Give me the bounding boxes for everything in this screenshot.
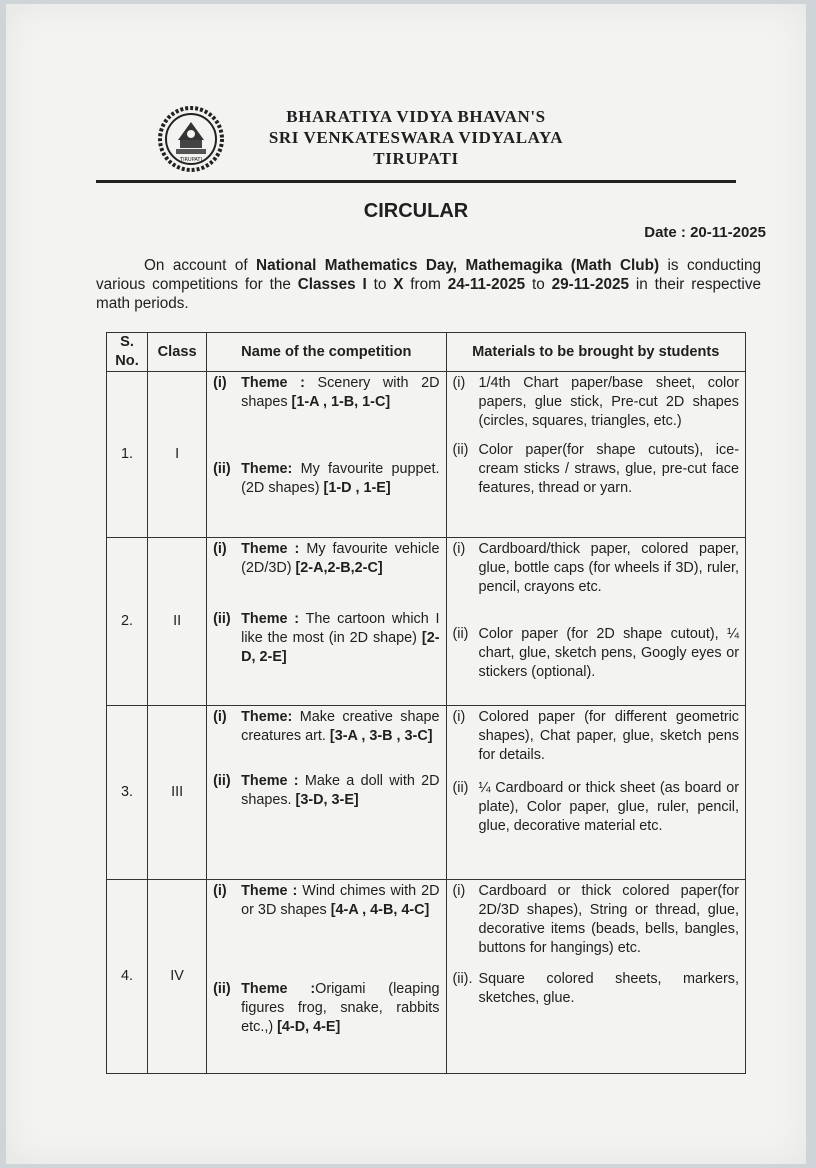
item-number: (i) xyxy=(452,375,466,391)
section-groups: [1-A , 1-B, 1-C] xyxy=(291,394,391,410)
cell-class: I xyxy=(148,372,207,538)
intro-paragraph: On account of National Mathematics Day, Mathemagika (Math Club) is conducting various competitions for the Classes I to X from 24-11-2025 to 29-11-2025 in their respective math periods. xyxy=(96,257,761,312)
section-groups: [2- D, 2-E] xyxy=(241,630,440,665)
header-divider xyxy=(96,180,736,183)
item-number: (ii) xyxy=(452,780,469,796)
item-text xyxy=(241,772,439,810)
item-text: Color paper (for 2D shape cutout), ¼ chart, glue, sketch pens, Googly eyes or stickers (optional). xyxy=(478,626,739,680)
competition-table xyxy=(106,332,746,1074)
theme-label: Theme : xyxy=(241,611,300,627)
table-body xyxy=(107,372,746,1074)
cell-materials xyxy=(446,538,746,706)
item-number: (ii) xyxy=(452,442,469,458)
cell-sno: 2. xyxy=(107,538,148,706)
item-text xyxy=(241,460,439,498)
item-text: Square colored sheets, markers, sketches, glue. xyxy=(478,971,739,1006)
competition-item xyxy=(207,706,445,746)
item-text xyxy=(241,540,439,578)
material-item xyxy=(447,538,746,597)
section-groups: [3-A , 3-B , 3-C] xyxy=(329,728,433,744)
letterhead xyxy=(6,104,806,184)
paper-sheet xyxy=(6,4,806,1164)
item-number: (ii) xyxy=(452,626,469,642)
item-number: (i) xyxy=(213,883,227,899)
header-competition: Name of the competition xyxy=(207,333,446,372)
section-groups: [4-A , 4-B, 4-C] xyxy=(330,902,430,918)
school-name-line3: TIRUPATI xyxy=(373,149,459,168)
item-number: (ii). xyxy=(452,971,473,987)
item-text: Cardboard or thick colored paper(for 2D/3D shapes), String or thread, glue, decorative items (beads, bells, bangles, buttons for hangings) etc. xyxy=(478,883,739,956)
theme-label: Theme : xyxy=(241,541,300,557)
material-item xyxy=(447,880,746,958)
cell-class: III xyxy=(148,706,207,880)
school-name-line2: SRI VENKATESWARA VIDYALAYA xyxy=(268,128,564,147)
item-number: (i) xyxy=(452,709,466,725)
competition-item xyxy=(207,880,445,920)
theme-text: My favourite vehicle (2D/3D) xyxy=(241,541,440,576)
header-materials: Materials to be brought by students xyxy=(446,333,746,372)
cell-class: II xyxy=(148,538,207,706)
item-text xyxy=(241,374,439,412)
item-number: (ii) xyxy=(213,773,231,789)
cell-competition xyxy=(207,372,446,538)
item-number: (i) xyxy=(213,541,227,557)
material-item xyxy=(447,439,746,498)
cell-sno: 1. xyxy=(107,372,148,538)
material-item xyxy=(447,623,746,682)
theme-label: Theme : xyxy=(241,981,316,997)
cell-materials xyxy=(446,706,746,880)
theme-text: Wind chimes with 2D or 3D shapes xyxy=(241,883,440,918)
item-text xyxy=(241,610,439,667)
header-sno: S. No. xyxy=(107,333,148,372)
competition-item xyxy=(207,372,445,412)
cell-class: IV xyxy=(148,880,207,1074)
section-groups: [4-D, 4-E] xyxy=(277,1019,341,1035)
item-text xyxy=(241,882,439,920)
theme-text: Make a doll with 2D shapes. xyxy=(241,773,440,808)
cell-competition xyxy=(207,880,446,1074)
school-name-line1: BHARATIYA VIDYA BHAVAN'S xyxy=(286,107,546,126)
item-text: Colored paper (for different geometric shapes), Chat paper, glue, sketch pens for details. xyxy=(478,709,739,763)
cell-materials xyxy=(446,880,746,1074)
item-text xyxy=(241,980,439,1037)
item-text: ¼ Cardboard or thick sheet (as board or plate), Color paper, glue, ruler, pencil, glue, decorative material etc. xyxy=(478,780,739,834)
circular-date: Date : 20-11-2025 xyxy=(644,224,766,241)
school-emblem-icon xyxy=(158,106,224,172)
circular-title: CIRCULAR xyxy=(363,200,469,222)
section-groups: [1-D , 1-E] xyxy=(323,480,391,496)
table-row xyxy=(107,372,746,538)
theme-label: Theme : xyxy=(241,773,299,789)
section-groups: [3-D, 3-E] xyxy=(295,792,359,808)
item-number: (i) xyxy=(213,709,227,725)
cell-competition xyxy=(207,706,446,880)
section-groups: [2-A,2-B,2-C] xyxy=(295,560,383,576)
item-text: Color paper(for shape cutouts), ice-cream sticks / straws, glue, pre-cut face features, thread or yarn. xyxy=(478,442,739,496)
item-number: (i) xyxy=(452,883,466,899)
school-name xyxy=(236,106,596,169)
theme-text: Scenery with 2D shapes xyxy=(241,375,440,410)
theme-text: My favourite puppet. (2D shapes) xyxy=(241,461,440,496)
table-row xyxy=(107,706,746,880)
competition-item xyxy=(207,770,445,810)
theme-label: Theme: xyxy=(241,709,293,725)
competition-item xyxy=(207,608,445,667)
competition-item xyxy=(207,538,445,578)
table-row xyxy=(107,880,746,1074)
item-number: (ii) xyxy=(213,981,231,997)
cell-materials xyxy=(446,372,746,538)
item-number: (ii) xyxy=(213,611,231,627)
theme-text: The cartoon which I like the most (in 2D shape) xyxy=(241,611,440,646)
item-text: 1/4th Chart paper/base sheet, color papers, glue stick, Pre-cut 2D shapes (circles, squares, triangles, etc.) xyxy=(478,375,739,429)
material-item xyxy=(447,968,746,1008)
material-item xyxy=(447,777,746,836)
material-item xyxy=(447,706,746,765)
theme-label: Theme : xyxy=(241,375,305,391)
theme-text: Make creative shape creatures art. xyxy=(241,709,440,744)
item-number: (ii) xyxy=(213,461,231,477)
theme-text: Origami (leaping figures frog, snake, rabbits etc.,) xyxy=(241,981,440,1035)
emblem-text: TIRUPATI xyxy=(180,157,202,163)
item-text xyxy=(241,708,439,746)
cell-sno: 3. xyxy=(107,706,148,880)
theme-label: Theme : xyxy=(241,883,298,899)
cell-sno: 4. xyxy=(107,880,148,1074)
item-number: (i) xyxy=(452,541,466,557)
competition-item xyxy=(207,458,445,498)
header-class: Class xyxy=(148,333,207,372)
table-row xyxy=(107,538,746,706)
cell-competition xyxy=(207,538,446,706)
item-number: (i) xyxy=(213,375,227,391)
competition-item xyxy=(207,978,445,1037)
theme-label: Theme: xyxy=(241,461,293,477)
table-header-row xyxy=(107,333,746,372)
item-text: Cardboard/thick paper, colored paper, glue, bottle caps (for wheels if 3D), ruler, pencil, crayons etc. xyxy=(478,541,739,595)
material-item xyxy=(447,372,746,431)
